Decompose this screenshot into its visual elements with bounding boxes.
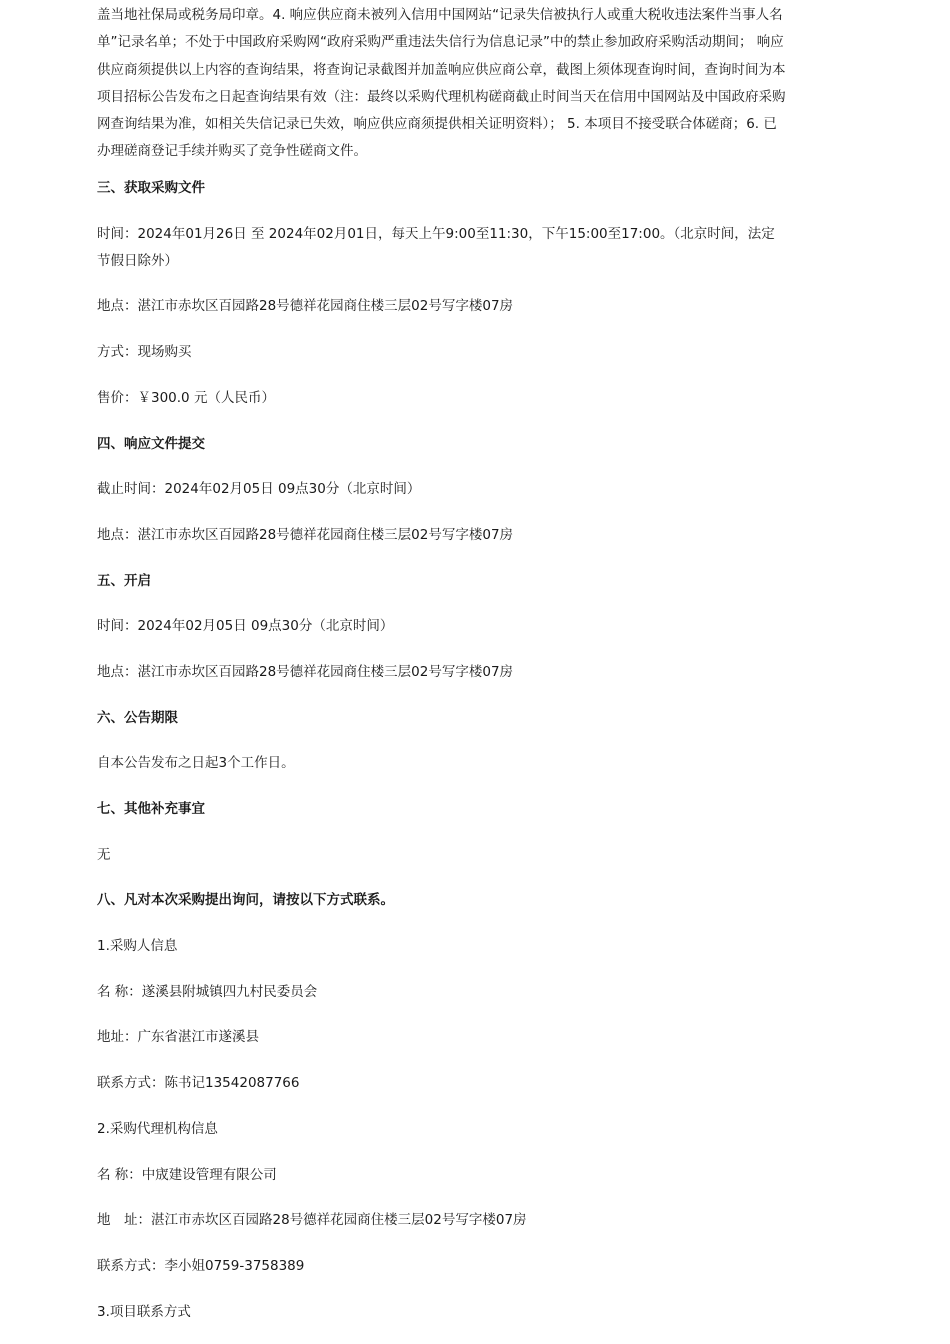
submission-location: 地点：湛江市赤坎区百园路28号德祥花园商住楼三层02号写字楼07房 [97,526,514,543]
section-heading-supplementary: 七、其他补充事宜 [97,801,205,817]
purchaser-contact: 联系方式：陈书记13542087766 [97,1075,300,1092]
agency-info-title: 2.采购代理机构信息 [97,1120,218,1137]
section-heading-submission: 四、响应文件提交 [97,435,205,452]
purchaser-address: 地址：广东省湛江市遂溪县 [97,1029,259,1046]
obtain-documents-location: 地点：湛江市赤坎区百园路28号德祥花园商住楼三层02号写字楼07房 [97,298,514,315]
supplementary-text: 无 [97,846,111,863]
section-heading-opening: 五、开启 [97,572,151,589]
obtain-documents-time: 时间：2024年01月26日 至 2024年02月01日，每天上午9:00至11:30，下午15:00至17:00。（北京时间，法定节假日除外） [97,225,775,269]
project-contact-title: 3.项目联系方式 [97,1303,191,1320]
obtain-documents-method: 方式：现场购买 [97,344,192,361]
purchaser-name: 名 称：遂溪县附城镇四九村民委员会 [97,983,318,1000]
obtain-documents-price: 售价：￥300.0 元（人民币） [97,389,275,406]
opening-time: 时间：2024年02月05日 09点30分（北京时间） [97,618,394,635]
purchaser-info-title: 1.采购人信息 [97,938,178,955]
agency-contact: 联系方式：李小姐0759-3758389 [97,1257,305,1274]
qualification-requirements-text: 盖当地社保局或税务局印章。4. 响应供应商未被列入信用中国网站“记录失信被执行人或重大税收违法案件当事人名单”记录名单；不处于中国政府采购网“政府采购严重违法失信行为信息记录”中的禁止参加政府采购活动期间； 响应供应商须提供以上内容的查询结果，将查询记录截图并加盖响应供应商公章，截图上须体现查询时间，查询时间为本项目招标公告发布之日起查询结果有效（注：最终以采购代理机构磋商截止时间当天在信用中国网站及中国政府采购网查询结果为准，如相关失信记录已失效，响应供应商须提供相关证明资料）； 5. 本项目不接受联合体磋商；6. 已办理磋商登记手续并购买了竞争性磋商文件。 [97,7,786,160]
section-heading-obtain-documents: 三、获取采购文件 [97,179,205,196]
opening-location: 地点：湛江市赤坎区百园路28号德祥花园商住楼三层02号写字楼07房 [97,663,514,680]
notice-period-text: 自本公告发布之日起3个工作日。 [97,755,295,772]
submission-deadline: 截止时间：2024年02月05日 09点30分（北京时间） [97,481,421,498]
section-heading-notice-period: 六、公告期限 [97,709,178,726]
announcement-document [97,2,787,1335]
section-heading-contact: 八、凡对本次采购提出询问，请按以下方式联系。 [97,892,394,909]
agency-name: 名 称：中宬建设管理有限公司 [97,1166,277,1183]
agency-address: 地 址：湛江市赤坎区百园路28号德祥花园商住楼三层02号写字楼07房 [97,1212,527,1229]
